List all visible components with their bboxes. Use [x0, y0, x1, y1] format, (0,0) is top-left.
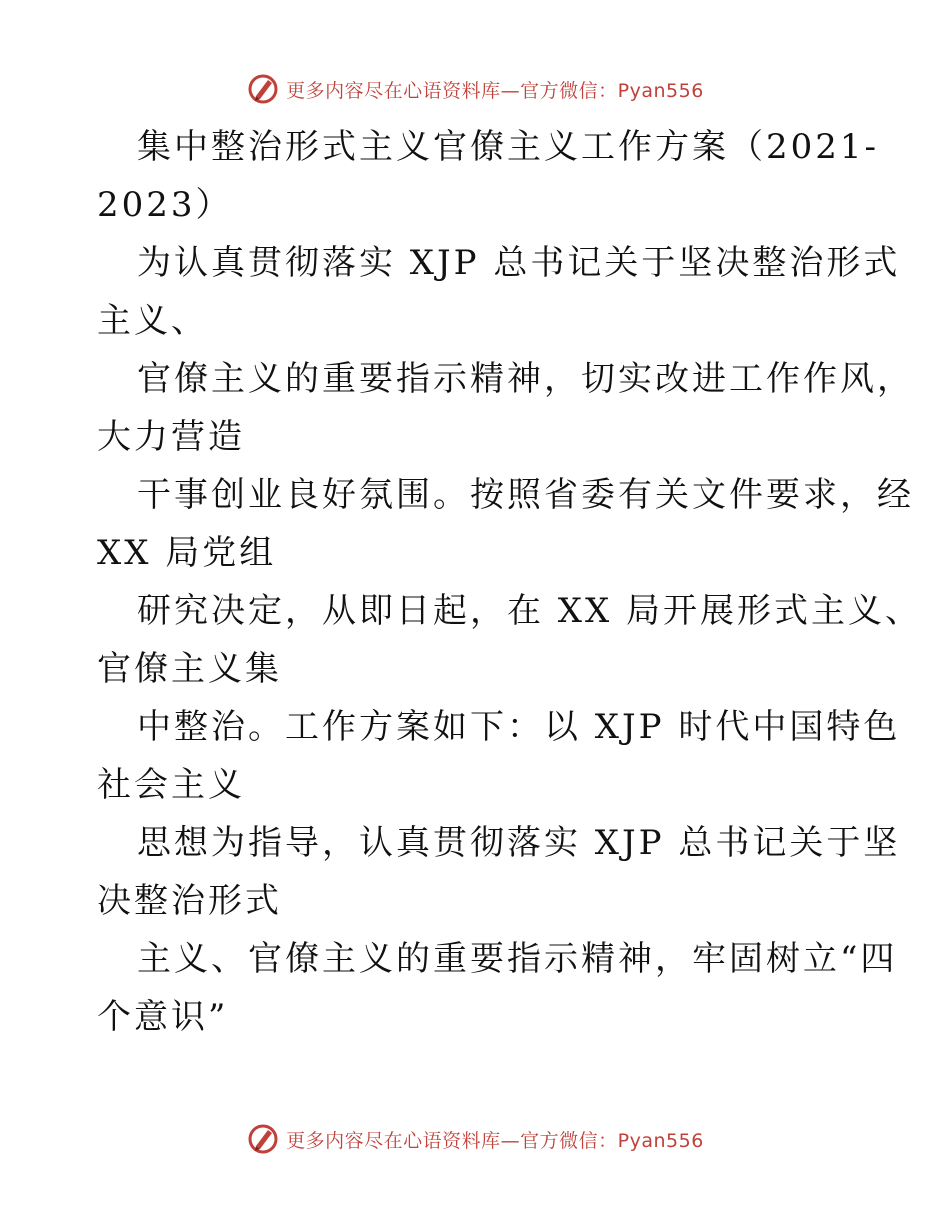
paragraph-line: 决整治形式	[97, 881, 282, 921]
document-body	[97, 118, 923, 1046]
paragraph-line: 主义、官僚主义的重要指示精神，牢固树立“四	[137, 939, 898, 979]
title-line-1: 集中整治形式主义官僚主义工作方案（2021-	[137, 127, 880, 167]
title-line-2: 2023）	[97, 185, 233, 225]
watermark-text: 更多内容尽在心语资料库—官方微信：Pyan556	[286, 1129, 704, 1152]
paragraph-line: 主义、	[97, 301, 208, 341]
paragraph-line: 社会主义	[97, 765, 245, 805]
paragraph-line: XX 局党组	[97, 533, 277, 573]
paragraph-line: 大力营造	[97, 417, 245, 457]
paragraph-line: 官僚主义集	[97, 649, 282, 689]
paragraph-line: 研究决定，从即日起，在 XX 局开展形式主义、	[137, 591, 923, 631]
pen-in-circle-icon	[246, 72, 280, 106]
watermark-text: 更多内容尽在心语资料库—官方微信：Pyan556	[286, 79, 704, 102]
header-watermark	[0, 72, 950, 106]
paragraph-line: 官僚主义的重要指示精神，切实改进工作作风，	[137, 359, 914, 399]
paragraph-line: 思想为指导，认真贯彻落实 XJP 总书记关于坚	[137, 823, 901, 863]
paragraph-line: 干事创业良好氛围。按照省委有关文件要求，经	[137, 475, 914, 515]
paragraph-line: 个意识”	[97, 997, 229, 1037]
pen-in-circle-icon	[246, 1122, 280, 1156]
footer-watermark	[0, 1122, 950, 1156]
paragraph-line: 为认真贯彻落实 XJP 总书记关于坚决整治形式	[137, 243, 901, 283]
paragraph-line: 中整治。工作方案如下：以 XJP 时代中国特色	[137, 707, 901, 747]
